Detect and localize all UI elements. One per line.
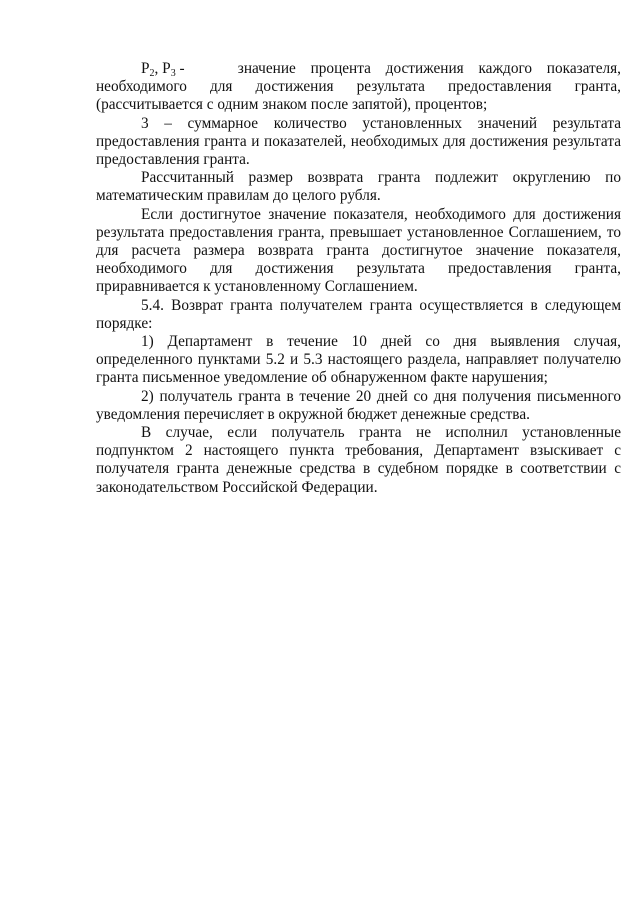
paragraph-rounding: Рассчитанный размер возврата гранта подлежит округлению по математическим правилам до целого рубля. [96,169,621,205]
paragraph-sum-count: 3 – суммарное количество установленных значений результата предоставления гранта и показателей, необходимых для достижения результата предоставления гранта. [96,114,621,169]
paragraph-exceed-value: Если достигнутое значение показателя, необходимого для достижения результата предоставления гранта, превышает установленное Соглашением, то для расчета размера возврата гранта достигнутое значение показателя, необходимого для достижения результата предоставления гранта, приравнивается к установленному Соглашением. [96,205,621,296]
symbol-dash: - [175,60,185,77]
subscript-2: 2 [149,68,155,79]
paragraph-section-5-4: 5.4. Возврат гранта получателем гранта осуществляется в следующем порядке: [96,296,621,332]
paragraph-item-2: 2) получатель гранта в течение 20 дней со дня получения письменного уведомления перечисляет в окружной бюджет денежные средства. [96,387,621,423]
document-body [96,60,621,497]
formula-symbols [141,60,223,78]
symbol-p: P [162,60,171,77]
paragraph-p2-p3-definition [96,60,621,115]
paragraph-enforcement: В случае, если получатель гранта не исполнил установленные подпунктом 2 настоящего пункта требования, Департамент взыскивает с получателя гранта денежные средства в судебном порядке в соответствии с законодательством Российской Федерации. [96,424,621,496]
subscript-3: 3 [170,68,176,79]
symbol-p: P [141,60,150,77]
symbol-separator: , [154,60,163,77]
definition-text: значение процента достижения каждого показателя, необходимого для достижения результата предоставления гранта, (рассчитывается с одним знаком после запятой), процентов; [96,60,622,114]
paragraph-item-1: 1) Департамент в течение 10 дней со дня выявления случая, определенного пунктами 5.2 и 5.3 настоящего раздела, направляет получателю гранта письменное уведомление об обнаруженном факте нарушения; [96,333,621,387]
